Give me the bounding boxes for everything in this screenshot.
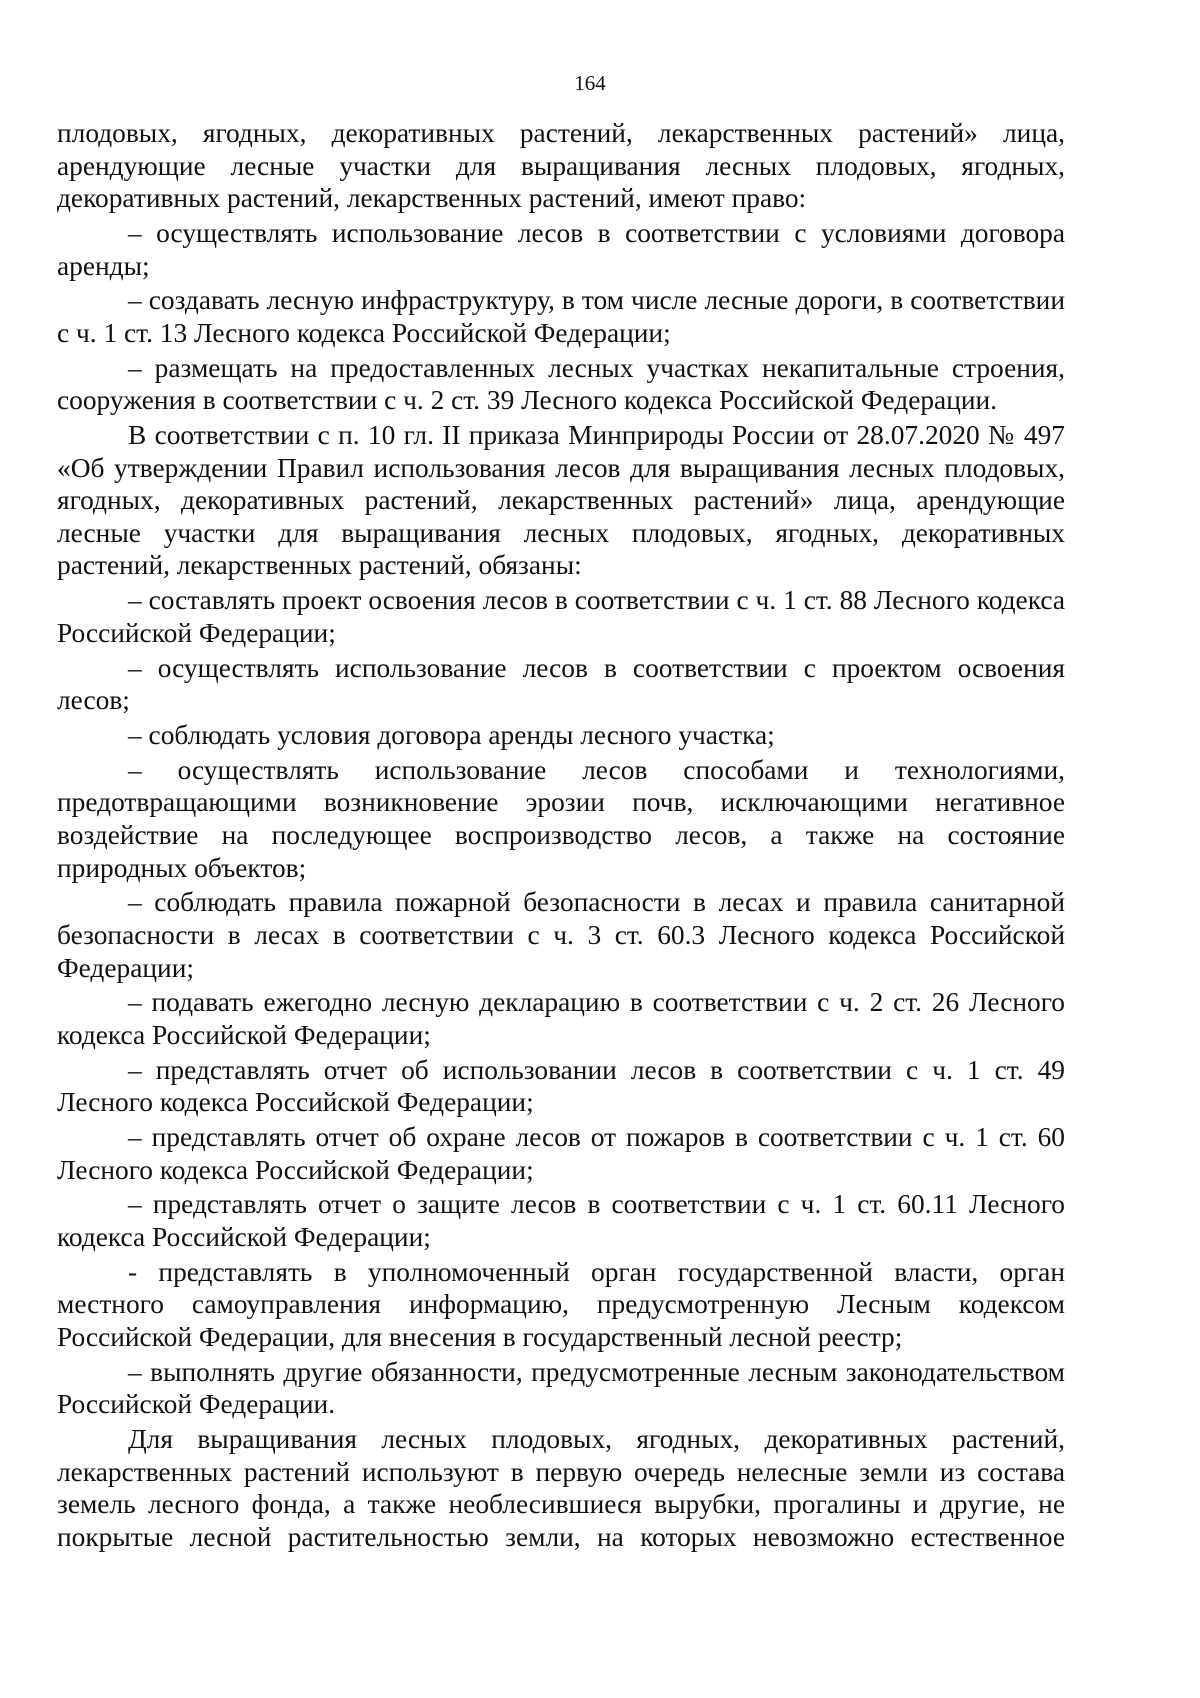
list-item-obligation-declaration: – подавать ежегодно лесную декларацию в соответствии с ч. 2 ст. 26 Лесного кодекса Российской Федерации; xyxy=(57,987,1065,1050)
page-number: 164 xyxy=(574,71,606,95)
list-item-right-use-forests: – осуществлять использование лесов в соответствии с условиями договора аренды; xyxy=(57,217,1065,281)
list-item-obligation-other: – выполнять другие обязанности, предусмотренные лесным законодательством Российской Федерации. xyxy=(57,1356,1065,1420)
list-item-obligation-protection-report: – представлять отчет о защите лесов в соответствии с ч. 1 ст. 60.11 Лесного кодекса Российской Федерации; xyxy=(57,1189,1065,1253)
list-item-obligation-usage-report: – представлять отчет об использовании лесов в соответствии с ч. 1 ст. 49 Лесного кодекса Российской Федерации; xyxy=(57,1054,1065,1118)
list-item-obligation-fire-report: – представлять отчет об охране лесов от пожаров в соответствии с ч. 1 ст. 60 Лесного кодекса Российской Федерации; xyxy=(57,1122,1065,1185)
list-item-obligation-technologies: – осуществлять использование лесов способами и технологиями, предотвращающими возникновение эрозии почв, исключающими негативное воздействие на последующее воспроизводство лесов, а также на состояние природных объектов; xyxy=(57,754,1065,883)
list-item-right-structures: – размещать на предоставленных лесных участках некапитальные строения, сооружения в соответствии с ч. 2 ст. 39 Лесного кодекса Российской Федерации. xyxy=(57,352,1065,416)
paragraph-land-use: Для выращивания лесных плодовых, ягодных, декоративных растений, лекарственных растений используют в первую очередь нелесные земли из состава земель лесного фонда, а также необлесившиеся вырубки, прогалины и другие, не покрытые лесной растительностью земли, на которых невозможно естественное xyxy=(57,1424,1065,1552)
document-body xyxy=(57,117,1065,1556)
paragraph-obligations-intro: В соответствии с п. 10 гл. II приказа Минприроды России от 28.07.2020 № 497 «Об утверждении Правил использования лесов для выращивания лесных плодовых, ягодных, декоративных растений, лекарственных растений» лица, арендующие лесные участки для выращивания лесных плодовых, ягодных, декоративных растений, лекарственных растений, обязаны: xyxy=(57,420,1065,581)
list-item-obligation-registry-info: - представлять в уполномоченный орган государственной власти, орган местного самоуправления информацию, предусмотренную Лесным кодексом Российской Федерации, для внесения в государственный лесной реестр; xyxy=(57,1256,1065,1352)
list-item-obligation-project: – составлять проект освоения лесов в соответствии с ч. 1 ст. 88 Лесного кодекса Российской Федерации; xyxy=(57,585,1065,648)
list-item-obligation-lease-terms: – соблюдать условия договора аренды лесного участка; xyxy=(128,720,775,750)
list-item-right-infrastructure: – создавать лесную инфраструктуру, в том числе лесные дороги, в соответствии с ч. 1 ст. 13 Лесного кодекса Российской Федерации; xyxy=(57,285,1065,348)
list-item-obligation-fire-safety: – соблюдать правила пожарной безопасности в лесах и правила санитарной безопасности в лесах в соответствии с ч. 3 ст. 60.3 Лесного кодекса Российской Федерации; xyxy=(57,887,1065,983)
paragraph-continuation: плодовых, ягодных, декоративных растений, лекарственных растений» лица, арендующие лесные участки для выращивания лесных плодовых, ягодных, декоративных растений, лекарственных растений, имеют право: xyxy=(57,118,1065,214)
list-item-obligation-use-per-project: – осуществлять использование лесов в соответствии с проектом освоения лесов; xyxy=(57,652,1065,716)
